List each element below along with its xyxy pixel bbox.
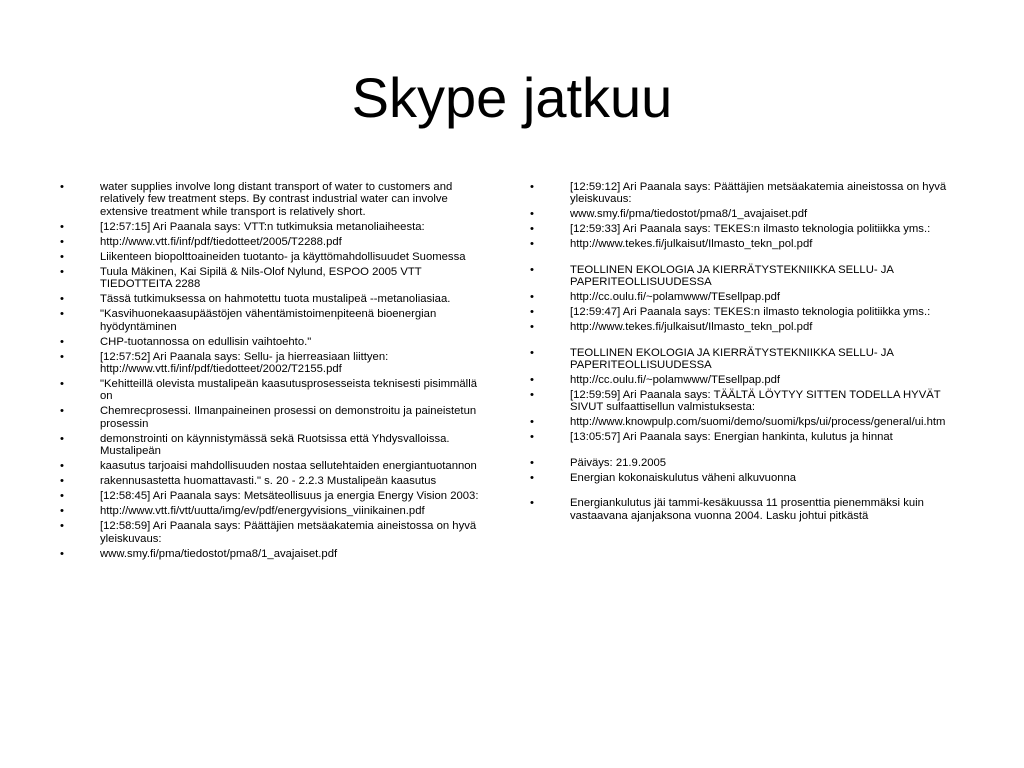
- bullet-icon: •: [60, 432, 64, 445]
- bullet-icon: •: [60, 250, 64, 263]
- bullet-icon: •: [60, 350, 64, 363]
- bullet-icon: •: [530, 181, 534, 193]
- bullet-icon: •: [530, 346, 534, 359]
- bullet-icon: •: [530, 208, 534, 221]
- list-item: [60, 236, 490, 248]
- list-item-text: [13:05:57] Ari Paanala says: Energian hankinta, kulutus ja hinnat: [570, 431, 893, 444]
- list-item-text: CHP-tuotannossa on edullisin vaihtoehto.": [100, 335, 312, 348]
- list-item-text: http://cc.oulu.fi/~polamwww/TEsellpap.pdf: [570, 291, 781, 304]
- list-item-text: Liikenteen biopolttoaineiden tuotanto- ja käyttömahdollisuudet Suomessa: [100, 250, 466, 263]
- bullet-icon: •: [530, 456, 534, 469]
- list-item-text: water supplies involve long distant transport of water to customers and relatively few treatment steps. By contrast industrial water can involve extensive treatment while transport is relatively short.: [100, 181, 453, 218]
- list-item-text: Tuula Mäkinen, Kai Sipilä & Nils-Olof Nylund, ESPOO 2005 VTT TIEDOTTEITA 2288: [100, 265, 422, 291]
- list-item: [60, 520, 490, 545]
- bullet-icon: •: [60, 293, 64, 306]
- list-item-text: TEOLLINEN EKOLOGIA JA KIERRÄTYSTEKNIIKKA SELLU- JA PAPERITEOLLISUUDESSA: [570, 346, 894, 372]
- bullet-icon: •: [60, 235, 64, 248]
- bullet-icon: •: [530, 263, 534, 276]
- list-item: [60, 475, 490, 487]
- list-item: [530, 374, 970, 386]
- list-item-text: www.smy.fi/pma/tiedostot/pma8/1_avajaiset.pdf: [100, 547, 338, 560]
- bullet-icon: •: [60, 547, 64, 560]
- list-item-text: http://www.tekes.fi/julkaisut/Ilmasto_tekn_pol.pdf: [570, 321, 813, 334]
- bullet-icon: •: [60, 220, 64, 233]
- bullet-icon: •: [60, 520, 64, 533]
- list-item-text: http://www.vtt.fi/inf/pdf/tiedotteet/2005/T2288.pdf: [100, 235, 342, 248]
- bullet-icon: •: [530, 321, 534, 334]
- list-item-text: [12:58:45] Ari Paanala says: Metsäteollisuus ja energia Energy Vision 2003:: [100, 490, 479, 503]
- bullet-icon: •: [530, 471, 534, 484]
- list-item: [530, 321, 970, 333]
- list-item-text: http://www.knowpulp.com/suomi/demo/suomi/kps/ui/process/general/ui.htm: [570, 416, 946, 429]
- bullet-icon: •: [530, 291, 534, 304]
- list-item: [530, 264, 970, 289]
- left-bullet-list: [60, 181, 490, 560]
- list-item: [60, 336, 490, 348]
- list-item-text: Energian kokonaiskulutus väheni alkuvuonna: [570, 471, 797, 484]
- list-item: [530, 181, 970, 206]
- list-item-text: rakennusastetta huomattavasti." s. 20 - 2.2.3 Mustalipeän kaasutus: [100, 475, 437, 488]
- list-item: [60, 266, 490, 291]
- list-item: [60, 221, 490, 233]
- list-item-text: Chemrecprosessi. Ilmanpaineinen prosessi on demonstroitu ja paineistetun prosessin: [100, 405, 477, 430]
- list-item: [530, 431, 970, 443]
- bullet-icon: •: [530, 238, 534, 251]
- list-item-text: [12:58:59] Ari Paanala says: Päättäjien metsäakatemia aineistossa on hyvä yleiskuvaus:: [100, 520, 477, 545]
- list-item-text: [12:57:52] Ari Paanala says: Sellu- ja hierreasiaan liittyen: http://www.vtt.fi/inf/pdf/tiedotteet/2002/T2155.pdf: [100, 350, 389, 376]
- list-item: [60, 460, 490, 472]
- list-item-text: "Kehitteillä olevista mustalipeän kaasutusprosesseista teknisesti pisimmällä on: [100, 378, 477, 403]
- list-item-text: Tässä tutkimuksessa on hahmotettu tuota mustalipeä --metanoliasiaa.: [100, 293, 451, 306]
- bullet-icon: •: [530, 497, 534, 510]
- right-text-column: [530, 181, 970, 525]
- list-item-text: TEOLLINEN EKOLOGIA JA KIERRÄTYSTEKNIIKKA SELLU- JA PAPERITEOLLISUUDESSA: [570, 263, 894, 289]
- list-item: [60, 433, 490, 458]
- bullet-icon: •: [530, 416, 534, 429]
- list-item: [530, 389, 970, 414]
- bullet-icon: •: [60, 308, 64, 321]
- list-item-text: [12:59:47] Ari Paanala says: TEKES:n ilmasto teknologia politiikka yms.:: [570, 306, 931, 319]
- bullet-icon: •: [60, 181, 64, 193]
- bullet-icon: •: [530, 223, 534, 236]
- bullet-icon: •: [60, 490, 64, 503]
- list-item-text: http://cc.oulu.fi/~polamwww/TEsellpap.pdf: [570, 374, 781, 387]
- list-item: [60, 308, 490, 333]
- bullet-icon: •: [60, 475, 64, 488]
- list-item: [60, 378, 490, 403]
- slide-title: Skype jatkuu: [351, 66, 673, 129]
- list-item: [530, 238, 970, 250]
- list-item-text: [12:59:59] Ari Paanala says: TÄÄLTÄ LÖYTYY SITTEN TODELLA HYVÄT SIVUT sulfaattisellun valmistuksesta:: [570, 389, 941, 414]
- list-item-text: http://www.vtt.fi/vtt/uutta/img/ev/pdf/energyvisions_viinikainen.pdf: [100, 505, 425, 518]
- list-item-text: Päiväys: 21.9.2005: [570, 456, 667, 469]
- bullet-icon: •: [530, 431, 534, 444]
- list-item: [530, 347, 970, 372]
- list-item: [530, 457, 970, 469]
- bullet-icon: •: [60, 460, 64, 473]
- list-item: [530, 416, 970, 428]
- list-item: [60, 505, 490, 517]
- list-item: [60, 181, 490, 218]
- bullet-icon: •: [60, 505, 64, 518]
- list-item: [530, 291, 970, 303]
- list-item: [60, 490, 490, 502]
- left-text-column: [60, 181, 490, 563]
- list-item: [60, 351, 490, 376]
- list-item: [60, 293, 490, 305]
- list-item: [530, 208, 970, 220]
- list-item-text: kaasutus tarjoaisi mahdollisuuden nostaa sellutehtaiden energiantuotannon: [100, 460, 477, 473]
- list-item-text: [12:57:15] Ari Paanala says: VTT:n tutkimuksia metanoliaiheesta:: [100, 220, 425, 233]
- list-item: [530, 306, 970, 318]
- list-item-text: [12:59:12] Ari Paanala says: Päättäjien metsäakatemia aineistossa on hyvä yleiskuvaus:: [570, 181, 947, 206]
- list-item-text: demonstrointi on käynnistymässä sekä Ruotsissa että Yhdysvalloissa. Mustalipeän: [100, 432, 450, 458]
- list-item: [60, 405, 490, 430]
- list-item-text: http://www.tekes.fi/julkaisut/Ilmasto_tekn_pol.pdf: [570, 238, 813, 251]
- bullet-icon: •: [60, 405, 64, 418]
- list-item-text: Energiankulutus jäi tammi-kesäkuussa 11 prosenttia pienemmäksi kuin vastaavana ajanjaksona vuonna 2004. Lasku johtui pitkästä: [570, 497, 924, 522]
- list-item-text: "Kasvihuonekaasupäästöjen vähentämistoimenpiteenä bioenergian hyödyntäminen: [100, 308, 437, 333]
- list-item-text: www.smy.fi/pma/tiedostot/pma8/1_avajaiset.pdf: [570, 208, 808, 221]
- list-item: [60, 548, 490, 560]
- bullet-icon: •: [60, 335, 64, 348]
- bullet-icon: •: [530, 374, 534, 387]
- bullet-icon: •: [530, 306, 534, 319]
- bullet-icon: •: [60, 378, 64, 391]
- list-item: [60, 251, 490, 263]
- list-item: [530, 472, 970, 484]
- bullet-icon: •: [60, 265, 64, 278]
- right-bullet-list: [530, 181, 970, 522]
- list-item: [530, 223, 970, 235]
- bullet-icon: •: [530, 389, 534, 402]
- list-item-text: [12:59:33] Ari Paanala says: TEKES:n ilmasto teknologia politiikka yms.:: [570, 223, 931, 236]
- list-item: [530, 497, 970, 522]
